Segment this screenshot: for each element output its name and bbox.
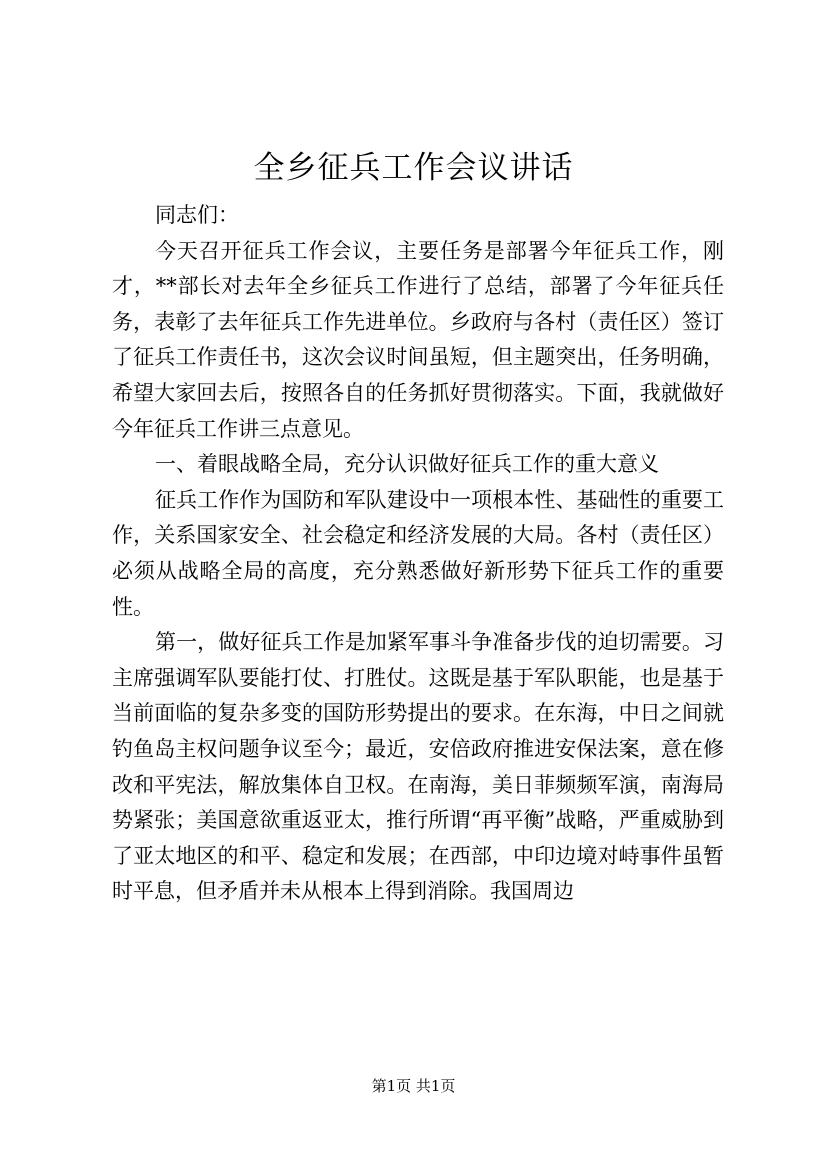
- salutation: 同志们：: [155, 203, 239, 227]
- page-footer: 第1页 共1页: [371, 1077, 456, 1095]
- section-heading-1: 一、着眼战略全局，充分认识做好征兵工作的重大意义: [155, 452, 659, 477]
- paragraph-significance: 征兵工作作为国防和军队建设中一项根本性、基础性的重要工作，关系国家安全、社会稳定和经济发展的大局。各村（责任区）必须从战略全局的高度，充分熟悉做好新形势下征兵工作的重要性。: [112, 487, 724, 619]
- paragraph-intro: 今天召开征兵工作会议，主要任务是部署今年征兵工作，刚才，**部长对去年全乡征兵工作进行了总结，部署了今年征兵任务，表彰了去年征兵工作先进单位。乡政府与各村（责任区）签订了征兵工作责任书，这次会议时间虽短，但主题突出，任务明确，希望大家回去后，按照各自的任务抓好贯彻落实。下面，我就做好今年征兵工作讲三点意见。: [112, 238, 724, 441]
- document-title: 全乡征兵工作会议讲话: [253, 150, 574, 186]
- document-body: [112, 198, 724, 910]
- paragraph-first-point: 第一，做好征兵工作是加紧军事斗争准备步伐的迫切需要。习主席强调军队要能打仗、打胜仗。这既是基于军队职能，也是基于当前面临的复杂多变的国防形势提出的要求。在东海，中日之间就钓鱼岛主权问题争议至今；最近，安倍政府推进安保法案，意在修改和平宪法，解放集体自卫权。在南海，美日菲频频军演，南海局势紧张；美国意欲重返亚太，推行所谓“再平衡”战略，严重威胁到了亚太地区的和平、稳定和发展；在西部，中印边境对峙事件虽暂时平息，但矛盾并未从根本上得到消除。我国周边: [112, 630, 724, 904]
